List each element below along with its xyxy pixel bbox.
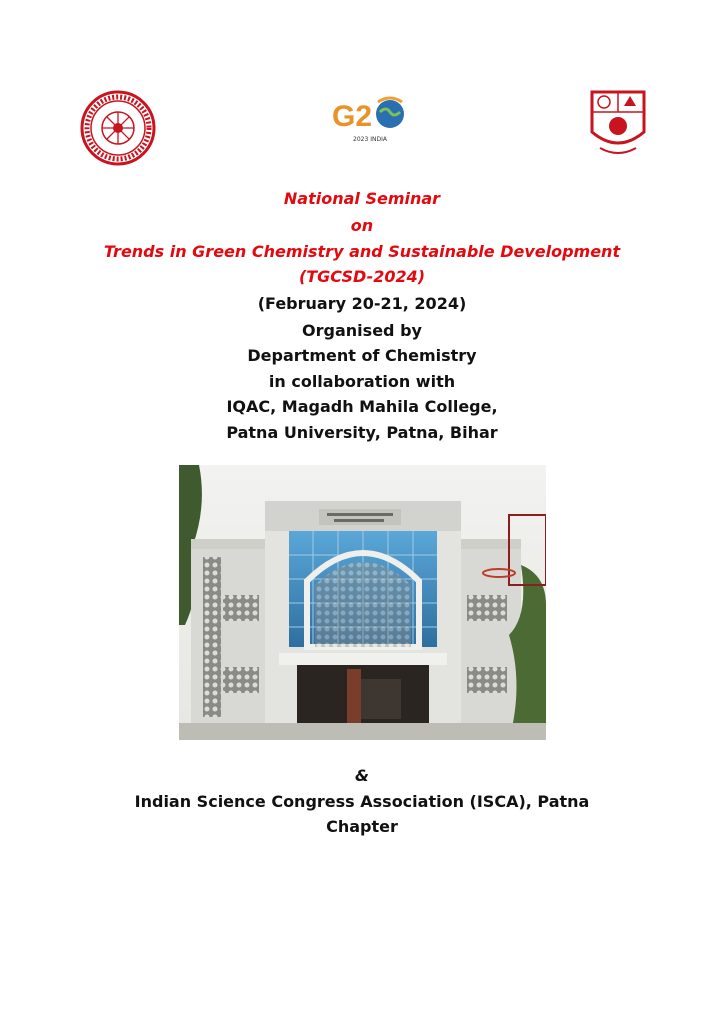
isca-line: Indian Science Congress Association (ISCA), Patna [134,792,590,811]
department-name: Department of Chemistry [247,346,477,365]
organised-by: Organised by [302,321,422,340]
g20-year-text: 2023 INDIA [353,136,387,143]
g20-logo [330,94,412,146]
seminar-on: on [350,216,374,235]
iqac-college-line: IQAC, Magadh Mahila College, [226,397,498,416]
seminar-dates: (February 20-21, 2024) [257,294,467,313]
college-building-photo [179,465,546,740]
ampersand: & [355,766,369,785]
chapter-line: Chapter [326,817,398,836]
seminar-theme: Trends in Green Chemistry and Sustainable Development [103,242,621,261]
college-emblem-logo [586,88,650,158]
university-line: Patna University, Patna, Bihar [226,423,498,442]
svg-text:G2: G2 [332,100,373,133]
seminar-title: National Seminar [283,189,441,208]
isca-seal-logo [80,90,156,166]
seminar-acronym: (TGCSD-2024) [298,267,426,286]
collaboration-text: in collaboration with [268,372,456,391]
